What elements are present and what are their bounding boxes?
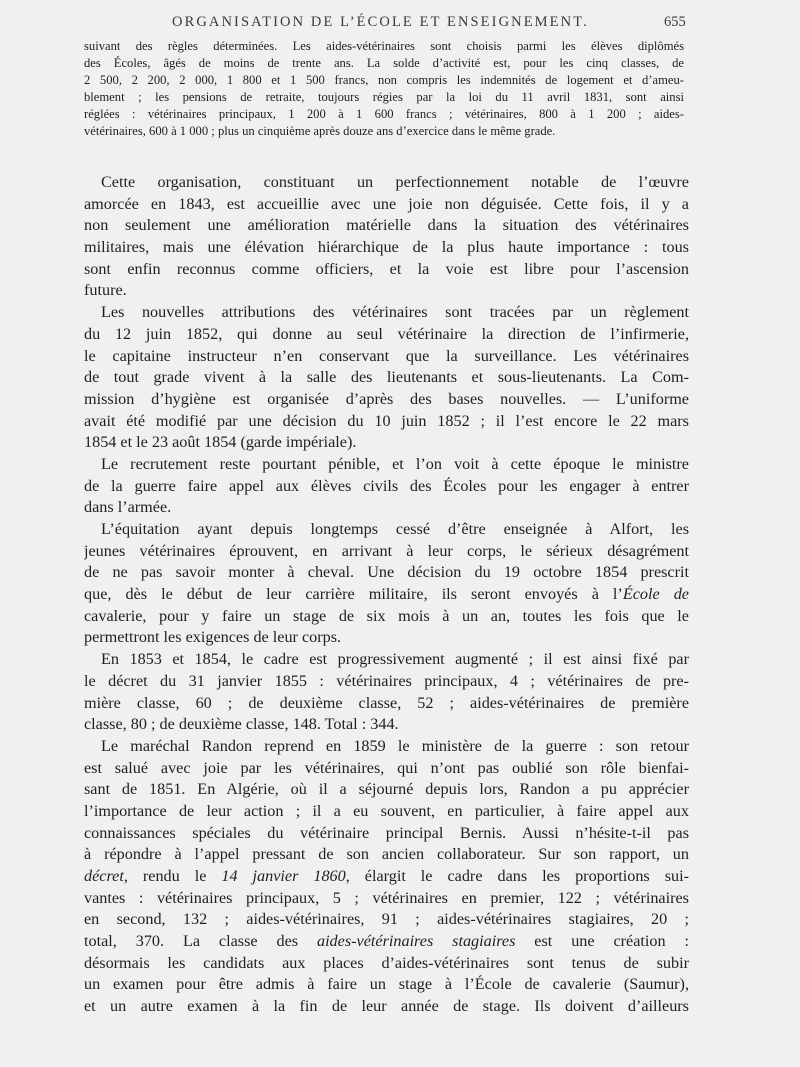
footnote-line: blement ; les pensions de retraite, toujours régies par la loi du 11 avril 1831, sont ainsi: [84, 90, 684, 105]
text-line: [84, 584, 689, 606]
text-line: En 1853 et 1854, le cadre est progressivement augmenté ; il est ainsi fixé par: [101, 650, 689, 669]
text-line: l’importance de leur action ; il a eu souvent, en particulier, à faire appel aux: [84, 801, 689, 820]
text-line: sant de 1851. En Algérie, où il a séjourné depuis lors, Randon a pu apprécier: [84, 780, 689, 799]
text-line: [84, 866, 689, 888]
footnote-line: 2 500, 2 200, 2 000, 1 800 et 1 500 francs, non compris les indemnités de logement et d’ameu-: [84, 73, 684, 88]
text-line: le décret du 31 janvier 1855 : vétérinaires principaux, 4 ; vétérinaires de pre-: [84, 671, 689, 690]
page-number: 655: [664, 14, 686, 30]
text-line: sont enfin reconnus comme officiers, et la voie est libre pour l’ascension: [84, 259, 689, 278]
text-line: mière classe, 60 ; de deuxième classe, 52 ; aides-vétérinaires de première: [84, 693, 689, 712]
text-line: future.: [84, 281, 127, 300]
text-line: L’équitation ayant depuis longtemps cessé d’être enseignée à Alfort, les: [101, 520, 689, 538]
text-line: Le recrutement reste pourtant pénible, et l’on voit à cette époque le ministre: [101, 454, 689, 473]
footnote-line: réglées : vétérinaires principaux, 1 200 à 1 600 francs ; vétérinaires, 800 à 1 200 ; aides-: [84, 107, 684, 122]
text-span: que, dès le début de leur carrière militaire, ils seront envoyés à l’: [84, 585, 623, 604]
text-line: mission d’hygiène est organisée d’après des bases nouvelles. — L’uniforme: [84, 389, 689, 408]
text-line: militaires, mais une élévation hiérarchique de la plus haute importance : tous: [84, 238, 689, 257]
text-line: Cette organisation, constituant un perfectionnement notable de l’œuvre: [101, 173, 689, 191]
text-line: du 12 juin 1852, qui donne au seul vétérinaire la direction de l’infirmerie,: [84, 324, 689, 343]
paragraph: [84, 454, 689, 519]
text-line: à répondre à l’appel pressant de son ancien collaborateur. Sur son rapport, un: [84, 845, 689, 864]
italic-span: aides-vétérinaires stagiaires: [316, 932, 516, 951]
text-line: est salué avec joie par les vétérinaires, qui n’ont pas oublié son rôle bienfai-: [84, 758, 689, 777]
text-line: de ne pas savoir monter à cheval. Une décision du 19 octobre 1854 prescrit: [84, 563, 689, 582]
text-line: en second, 132 ; aides-vétérinaires, 91 ; aides-vétérinaires stagiaires, 20 ;: [84, 910, 689, 929]
running-title: ORGANISATION DE L’ÉCOLE ET ENSEIGNEMENT.: [172, 14, 589, 30]
text-line: connaissances spéciales du vétérinaire principal Bernis. Aussi n’hésite-t-il pas: [84, 823, 689, 842]
text-line: [84, 931, 689, 953]
text-span: , élargit le cadre dans les proportions sui-: [345, 867, 689, 885]
text-line: dans l’armée.: [84, 498, 172, 517]
footnote-line: vétérinaires, 600 à 1 000 ; plus un cinquième après douze ans d’exercice dans le même grade.: [84, 124, 556, 139]
text-line: de la guerre faire appel aux élèves civils des Écoles pour les engager à entrer: [84, 476, 689, 495]
text-line: 1854 et le 23 août 1854 (garde impériale).: [84, 433, 357, 452]
italic-span: décret: [84, 867, 124, 885]
running-head: [0, 10, 800, 34]
text-span: est une création :: [515, 932, 689, 951]
text-span: total, 370. La classe des: [84, 932, 299, 951]
text-line: Les nouvelles attributions des vétérinaires sont tracées par un règlement: [101, 303, 689, 322]
paragraph: [84, 736, 689, 1018]
footnote-line: des Écoles, âgés de moins de trente ans. La solde d’activité est, pour les cinq classes, de: [84, 56, 684, 71]
text-line: un examen pour être admis à faire un stage à l’École de cavalerie (Saumur),: [84, 975, 689, 994]
italic-span: 14 janvier 1860: [221, 867, 346, 885]
paragraph: [84, 302, 689, 454]
paragraph: [84, 649, 689, 736]
text-line: désormais les candidats aux places d’aides-vétérinaires sont tenus de subir: [84, 953, 689, 972]
footnote-block: [84, 38, 684, 141]
text-span: , rendu le: [123, 867, 222, 885]
text-line: le capitaine instructeur n’en conservant que la surveillance. Les vétérinaires: [84, 346, 689, 365]
text-line: amorcée en 1843, est accueillie avec une joie non déguisée. Cette fois, il y a: [84, 194, 689, 213]
italic-span: École de: [622, 585, 689, 604]
text-line: et un autre examen à la fin de leur année de stage. Ils doivent d’ailleurs: [84, 997, 689, 1016]
text-line: cavalerie, pour y faire un stage de six mois à un an, toutes les fois que le: [84, 606, 689, 625]
paragraph: [84, 519, 689, 649]
text-line: Le maréchal Randon reprend en 1859 le ministère de la guerre : son retour: [101, 736, 689, 755]
text-line: avait été modifié par une décision du 10 juin 1852 ; il l’est encore le 22 mars: [84, 411, 689, 430]
text-line: non seulement une amélioration matérielle dans la situation des vétérinaires: [84, 216, 689, 235]
text-line: jeunes vétérinaires éprouvent, en arrivant à leur corps, le sérieux désagrément: [84, 541, 689, 560]
body-text: [84, 172, 689, 1018]
footnote-line: suivant des règles déterminées. Les aides-vétérinaires sont choisis parmi les élèves diplômés: [84, 39, 684, 53]
text-line: permettront les exigences de leur corps.: [84, 628, 342, 647]
text-line: vantes : vétérinaires principaux, 5 ; vétérinaires en premier, 122 ; vétérinaires: [84, 888, 689, 907]
text-line: de tout grade vivent à la salle des lieutenants et sous-lieutenants. La Com-: [84, 368, 689, 387]
paragraph: [84, 172, 689, 302]
text-line: classe, 80 ; de deuxième classe, 148. Total : 344.: [84, 715, 399, 734]
